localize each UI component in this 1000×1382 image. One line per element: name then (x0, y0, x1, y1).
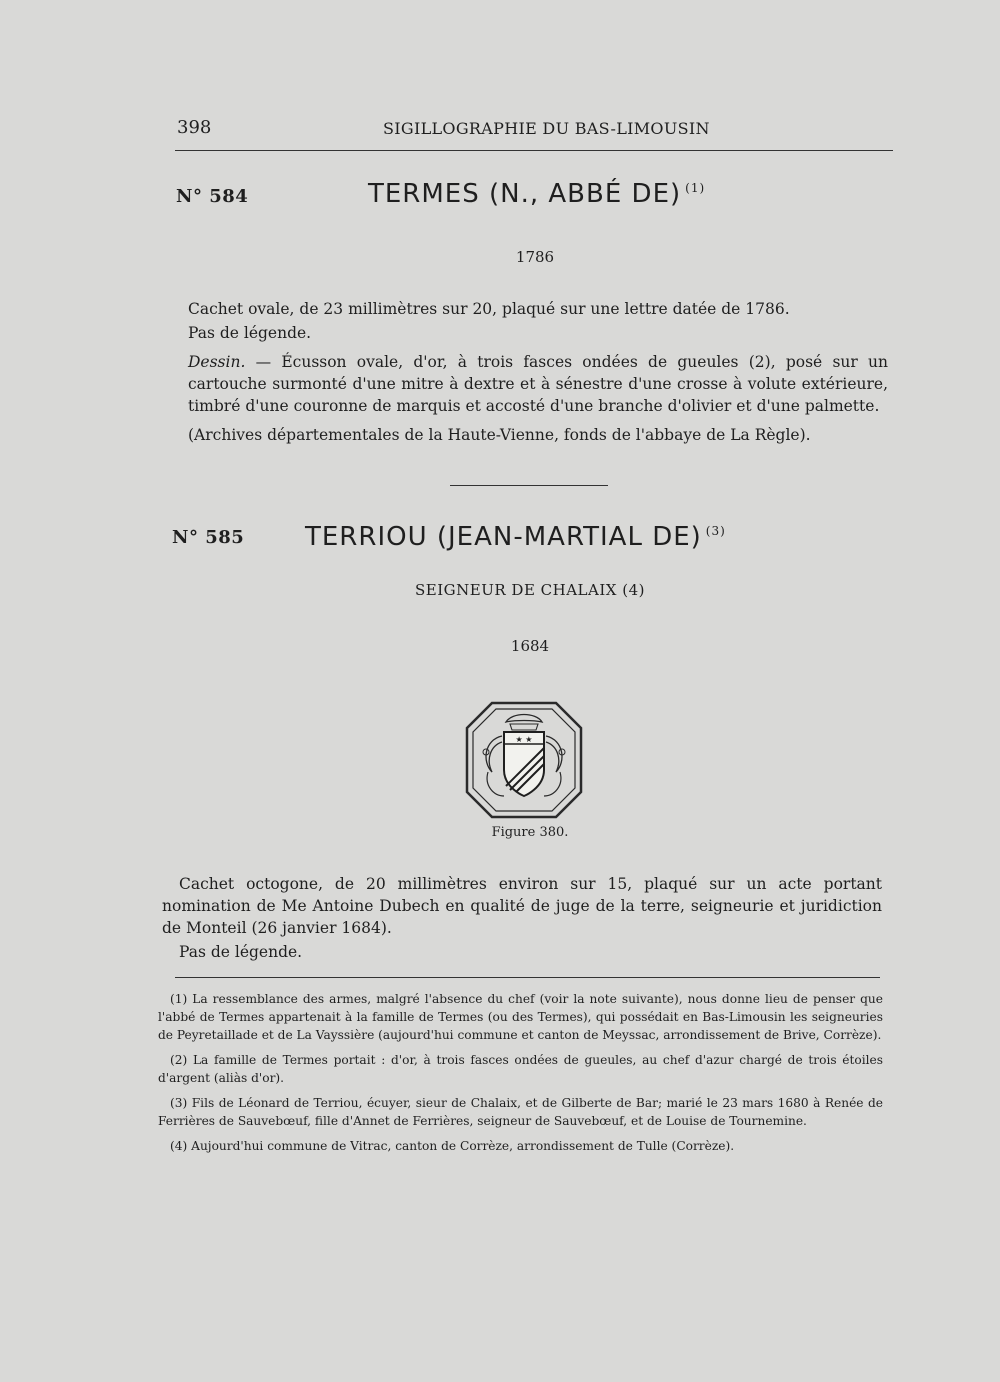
entry-584-paragraph-3 (188, 351, 888, 417)
figure-caption: Figure 380. (491, 825, 569, 840)
page-number: 398 (177, 117, 212, 138)
entry-584-paragraph-2: Pas de légende. (188, 324, 312, 342)
svg-text:★ ★: ★ ★ (515, 735, 533, 744)
footnote-4: (4) Aujourd'hui commune de Vitrac, canton de Corrèze, arrondissement de Tulle (Corrèze). (170, 1139, 735, 1153)
footnotes (158, 990, 883, 1162)
entry-585-name: TERRIOU (JEAN-MARTIAL DE) (305, 522, 702, 552)
entry-585-number: N° 585 (172, 527, 245, 548)
entry-584-title (368, 179, 705, 209)
entry-585-subtitle: SEIGNEUR DE CHALAIX (4) (415, 581, 645, 599)
entry-584-year: 1786 (515, 248, 555, 266)
footnote-ref-3: (3) (705, 524, 726, 539)
entry-585-title (305, 522, 726, 552)
entry-585-paragraph-2: Pas de légende. (179, 943, 303, 961)
running-title: SIGILLOGRAPHIE DU BAS-LIMOUSIN (383, 119, 710, 138)
footnote-1: (1) La ressemblance des armes, malgré l'absence du chef (voir la note suivante), nous donne lieu de penser que l'abbé de Termes appartenait à la famille de Termes (ou des Termes), qui possédait en Bas-Limousin les seigneuries de Peyretaillade et de La Vayssière (aujourd'hui commune et canton de Meyssac, arrondissement de Brive, Corrèze). (158, 992, 883, 1042)
entry-584-paragraph-1: Cachet ovale, de 23 millimètres sur 20, plaqué sur une lettre datée de 1786. (188, 300, 790, 318)
footnote-2: (2) La famille de Termes portait : d'or, à trois fasces ondées de gueules, au chef d'azur chargé de trois étoiles d'argent (aliàs d'or). (158, 1053, 883, 1085)
header-rule (175, 150, 893, 151)
entry-584-paragraph-4: (Archives départementales de la Haute-Vienne, fonds de l'abbaye de La Règle). (188, 426, 811, 444)
octagonal-seal-figure (464, 700, 584, 820)
footnote-3: (3) Fils de Léonard de Terriou, écuyer, sieur de Chalaix, et de Gilberte de Bar; marié le 23 mars 1680 à Renée de Ferrières de Sauvebœuf, fille d'Annet de Ferrières, seigneur de Sauvebœuf, et de Louise de Tournemine. (158, 1096, 883, 1128)
section-divider (450, 485, 608, 486)
entry-585-year: 1684 (510, 637, 550, 655)
entry-585-paragraph-1: Cachet octogone, de 20 millimètres environ sur 15, plaqué sur un acte portant nomination de Me Antoine Dubech en qualité de juge de la terre, seigneurie et juridiction de Monteil (26 janvier 1684). (162, 875, 882, 937)
entry-584-name: TERMES (N., ABBÉ DE) (368, 179, 682, 209)
footnote-ref-1: (1) (685, 181, 706, 196)
dessin-label: Dessin. (188, 353, 246, 371)
running-head (175, 117, 890, 141)
entry-584-number: N° 584 (176, 186, 249, 207)
footnotes-rule (175, 977, 880, 978)
dessin-text: — Écusson ovale, d'or, à trois fasces ondées de gueules (2), posé sur un cartouche surmonté d'une mitre à dextre et à sénestre d'une crosse à volute extérieure, timbré d'une couronne de marquis et accosté d'une branche d'olivier et d'une palmette. (188, 353, 888, 415)
